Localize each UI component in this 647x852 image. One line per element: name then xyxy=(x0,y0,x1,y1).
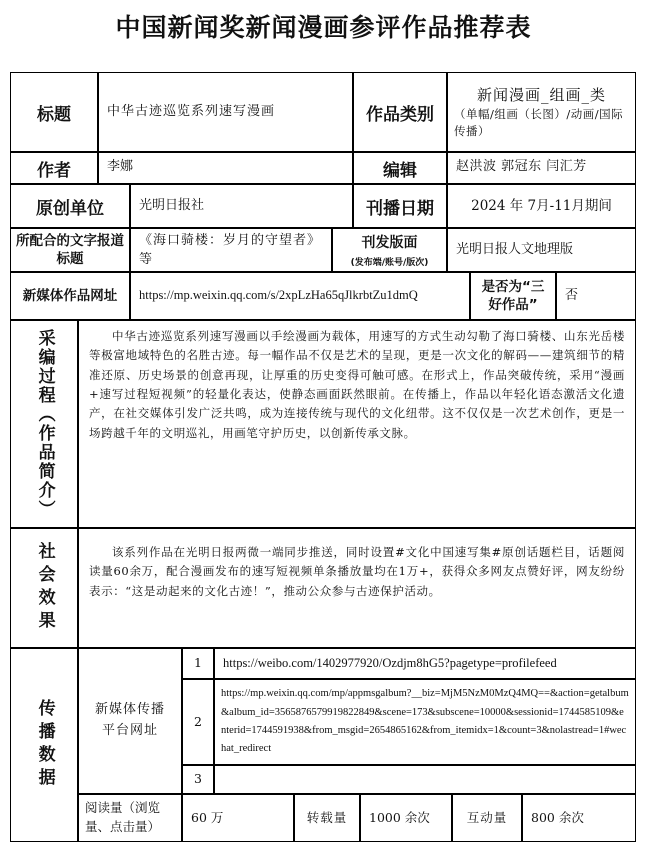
effect-label-cell xyxy=(10,528,78,648)
reposts-value: 1000 余次 xyxy=(360,794,452,842)
effect-label: 社会效果 xyxy=(34,542,55,634)
process-label: 采编过程（作品简介） xyxy=(34,329,55,519)
three-good-value: 否 xyxy=(556,272,636,320)
interactions-label: 互动量 xyxy=(452,794,522,842)
reads-label: 阅读量（浏览量、点击量） xyxy=(78,794,182,842)
author-label: 作者 xyxy=(10,152,98,184)
effect-text-cell xyxy=(78,528,636,648)
effect-text: 该系列作品在光明日报两微一端同步推送，同时设置#文化中国速写集#原创话题栏目，话题阅读量60余万，配合漫画发布的速写短视频单条播放量均在1万+，获得众多网友点赞好评，网友纷纷表示：“这是动起来的文化古迹！”，推动公众参与古迹保护活动。 xyxy=(89,545,625,598)
spread-label-cell xyxy=(10,648,78,842)
editor-label: 编辑 xyxy=(353,152,447,184)
page-title: 中国新闻奖新闻漫画参评作品推荐表 xyxy=(115,13,532,42)
title-value: 中华古迹巡览系列速写漫画 xyxy=(98,72,353,152)
url-label: 新媒体作品网址 xyxy=(10,272,130,320)
link-index-2: 2 xyxy=(182,679,214,765)
author-value: 李娜 xyxy=(98,152,353,184)
title-label: 标题 xyxy=(10,72,98,152)
date-value: 2024 年 7月-11月期间 xyxy=(447,184,636,228)
date-label: 刊播日期 xyxy=(353,184,447,228)
page-label: 刊发版面 xyxy=(361,235,418,251)
category-label: 作品类别 xyxy=(353,72,447,152)
unit-label: 原创单位 xyxy=(10,184,130,228)
related-title-label: 所配合的文字报道标题 xyxy=(10,228,130,272)
link-url-3[interactable] xyxy=(214,765,636,794)
process-label-cell xyxy=(10,320,78,528)
link-url-1[interactable]: https://weibo.com/1402977920/Ozdjm8hG5?pagetype=profilefeed xyxy=(214,648,636,679)
recommendation-form xyxy=(10,72,636,842)
link-url-2[interactable]: https://mp.weixin.qq.com/mp/appmsgalbum?__biz=MjM5NzM0MzQ4MQ==&action=getalbum&album_id=3565876579919822849&scene=173&subscene=10000&sessionid=1744585109&enterid=1744591938&from_msgid=2654865162&from_itemidx=1&count=3&nolastread=1#wechat_redirect xyxy=(214,679,636,765)
editor-value: 赵洪波 郭冠东 闫汇芳 xyxy=(447,152,636,184)
reads-value: 60 万 xyxy=(182,794,294,842)
process-text-cell xyxy=(78,320,636,528)
page-sublabel: (发布端/账号/版次) xyxy=(350,258,429,268)
link-index-3: 3 xyxy=(182,765,214,794)
related-title-value: 《海口骑楼：岁月的守望者》等 xyxy=(130,228,332,272)
page-value: 光明日报人文地理版 xyxy=(447,228,636,272)
spread-label: 传播数据 xyxy=(34,699,55,791)
process-text: 中华古迹巡览系列速写漫画以手绘漫画为载体，用速写的方式生动勾勒了海口骑楼、山东光岳楼等极富地域特色的名胜古迹。每一幅作品不仅是艺术的呈现，更是一次文化的解码——建筑细节的精准还原、历史场景的创意再现，让厚重的历史变得可触可感。在形式上，作品突破传统，采用“漫画+速写过程短视频”的轻量化表达，使静态画面跃然眼前。在传播上，作品以年轻化语态激活文化遗产，在社交媒体引发广泛共鸣，成为连接传统与现代的文化纽带。这不仅仅是一次艺术创作，更是一场跨越千年的文明巡礼，用画笔守护历史，以创新传承文脉。 xyxy=(89,329,625,440)
category-options: （单幅/组画（长图）/动画/国际传播） xyxy=(454,107,624,139)
category-value: 新闻漫画_组画_类 xyxy=(476,85,606,104)
url-value[interactable]: https://mp.weixin.qq.com/s/2xpLzHa65qJlkrbtZu1dmQ xyxy=(130,272,470,320)
interactions-value: 800 余次 xyxy=(522,794,636,842)
three-good-label: 是否为“三好作品” xyxy=(470,272,556,320)
platform-label: 新媒体传播平台网址 xyxy=(78,648,182,794)
category-cell xyxy=(447,72,636,152)
page-label-cell xyxy=(332,228,447,272)
link-index-1: 1 xyxy=(182,648,214,679)
reposts-label: 转载量 xyxy=(294,794,360,842)
unit-value: 光明日报社 xyxy=(130,184,353,228)
